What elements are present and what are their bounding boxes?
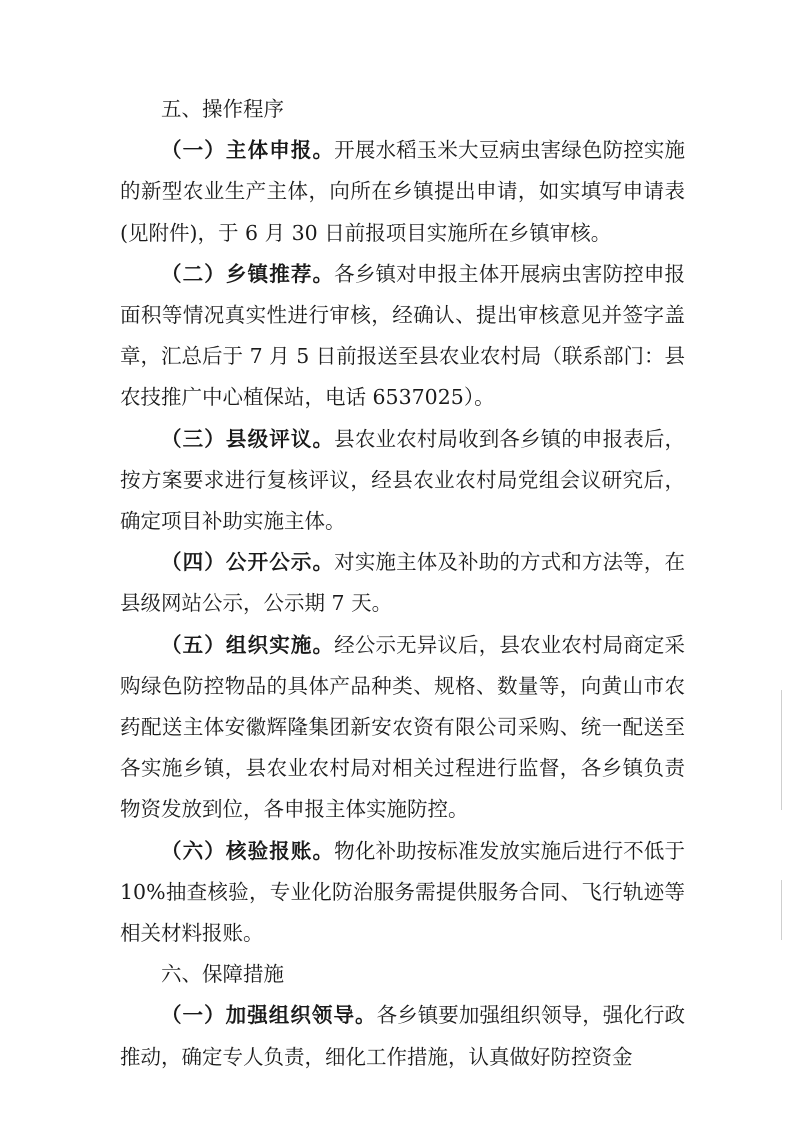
scan-edge-mark — [781, 880, 782, 940]
paragraph-county-review — [120, 419, 685, 543]
paragraph-lead: （三）县级评议。 — [161, 426, 335, 451]
section-heading-safeguard-measures: 六、保障措施 — [161, 962, 284, 987]
paragraph-lead: （四）公开公示。 — [161, 550, 335, 575]
paragraph-strengthen-leadership — [120, 995, 685, 1077]
document-body — [120, 89, 685, 1078]
paragraph-lead: （六）核验报账。 — [161, 838, 335, 863]
paragraph-township-recommendation — [120, 254, 685, 419]
paragraph-text: 经公示无异议后，县农业农村局商定采购绿色防控物品的具体产品种类、规格、数量等，向黄山市农药配送主体安徽辉隆集团新安农资有限公司采购、统一配送至各实施乡镇，县农业农村局对相关过程进行监督，各乡镇负责物资发放到位，各申报主体实施防控。 — [120, 632, 686, 822]
paragraph-lead: （二）乡镇推荐。 — [161, 261, 335, 286]
paragraph-verification-reimbursement — [120, 831, 685, 955]
scan-edge-mark — [781, 690, 782, 810]
paragraph-lead: （一）主体申报。 — [161, 138, 335, 163]
paragraph-text: 各乡镇对申报主体开展病虫害防控申报面积等情况真实性进行审核，经确认、提出审核意见并签字盖章，汇总后于 7 月 5 日前报送至县农业农村局（联系部门：县农技推广中心植保站，电话 6537025）。 — [120, 261, 686, 410]
paragraph-organize-implementation — [120, 625, 685, 831]
paragraph-text: 县农业农村局收到各乡镇的申报表后，按方案要求进行复核评议，经县农业农村局党组会议研究后，确定项目补助实施主体。 — [120, 426, 686, 534]
section-heading-operation-procedure: 五、操作程序 — [161, 97, 284, 121]
paragraph-text: 物化补助按标准发放实施后进行不低于 10%抽查核验，专业化防治服务需提供服务合同、飞行轨迹等相关材料报账。 — [120, 838, 686, 946]
paragraph-text: 各乡镇要加强组织领导，强化行政推动，确定专人负责，细化工作措施，认真做好防控资金 — [120, 1003, 685, 1069]
paragraph-subject-application — [120, 130, 685, 254]
paragraph-text: 对实施主体及补助的方式和方法等，在县级网站公示，公示期 7 天。 — [120, 550, 686, 616]
paragraph-public-notice — [120, 542, 685, 624]
paragraph-lead: （五）组织实施。 — [161, 632, 335, 657]
paragraph-lead: （一）加强组织领导。 — [161, 1003, 377, 1028]
paragraph-text: 开展水稻玉米大豆病虫害绿色防控实施的新型农业生产主体，向所在乡镇提出申请，如实填写申请表(见附件)，于 6 月 30 日前报项目实施所在乡镇审核。 — [120, 138, 686, 245]
